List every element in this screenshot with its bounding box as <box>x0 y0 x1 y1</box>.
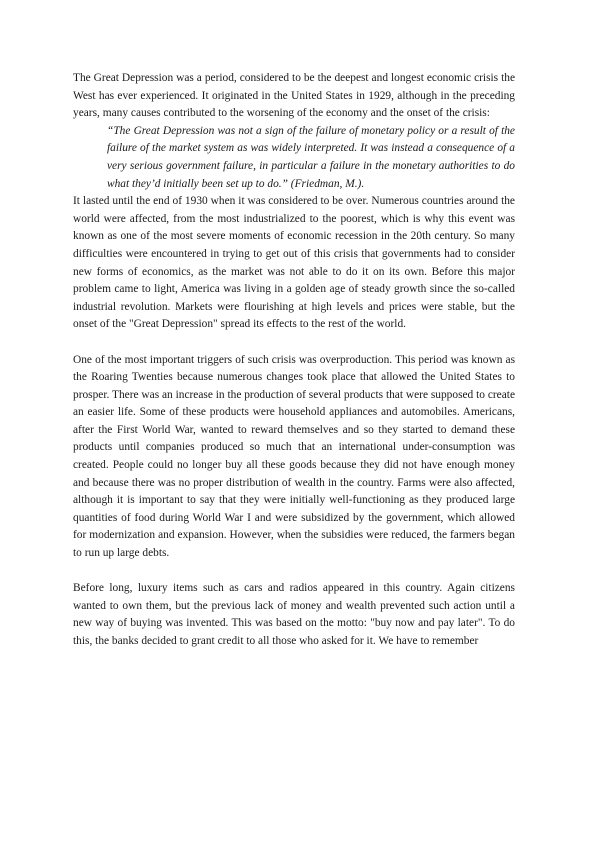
luxury-items-paragraph: Before long, luxury items such as cars and radios appeared in this country. Again citizens wanted to own them, but the previous lack of money and wealth prevented such action until a new way of buying was invented. This was based on the motto: "buy now and pay later". To do this, the banks decided to grant credit to all those who asked for it. We have to remember <box>73 582 515 647</box>
intro-continuation-paragraph: It lasted until the end of 1930 when it was considered to be over. Numerous countries around the world were affected, from the most industrialized to the poorest, which is why this event was known as one of the most severe moments of economic recession in the 20th century. So many difficulties were encountered in trying to get out of this crisis that governments had to consider new forms of economics, as the market was not able to do it on its own. Before this major problem came to light, America was living in a golden age of steady growth since the so-called industrial revolution. Markets were flourishing at high levels and prices were stable, but the onset of the "Great Depression" spread its effects to the rest of the world. <box>73 195 515 331</box>
section-intro <box>73 70 515 334</box>
document-page <box>73 70 515 651</box>
intro-paragraph: The Great Depression was a period, considered to be the deepest and longest economic crisis the West has ever experienced. It originated in the United States in 1929, although in the preceding years, many causes contributed to the worsening of the economy and the onset of the crisis: <box>73 72 515 120</box>
block-quote-friedman: “The Great Depression was not a sign of the failure of monetary policy or a result of the failure of the market system as was widely interpreted. It was instead a consequence of a very serious government failure, in particular a failure in the monetary authorities to do what they’d initially been set up to do.” (Friedman, M.). <box>107 124 515 190</box>
overproduction-paragraph: One of the most important triggers of such crisis was overproduction. This period was known as the Roaring Twenties because numerous changes took place that allowed the United States to prosper. There was an increase in the production of several products that were supposed to create an easier life. Some of these products were household appliances and automobiles. Americans, after the First World War, wanted to reward themselves and so they started to demand these products until companies produced so much that an international under-consumption was created. People could no longer buy all these goods because they did not have enough money and because there was no proper distribution of wealth in the country. Farms were also affected, although it is important to say that they were initially well-functioning as they produced large quantities of food during World War I and were subsidized by the government, which allowed for modernization and expansion. However, when the subsidies were reduced, the farmers began to run up large debts. <box>73 353 515 560</box>
